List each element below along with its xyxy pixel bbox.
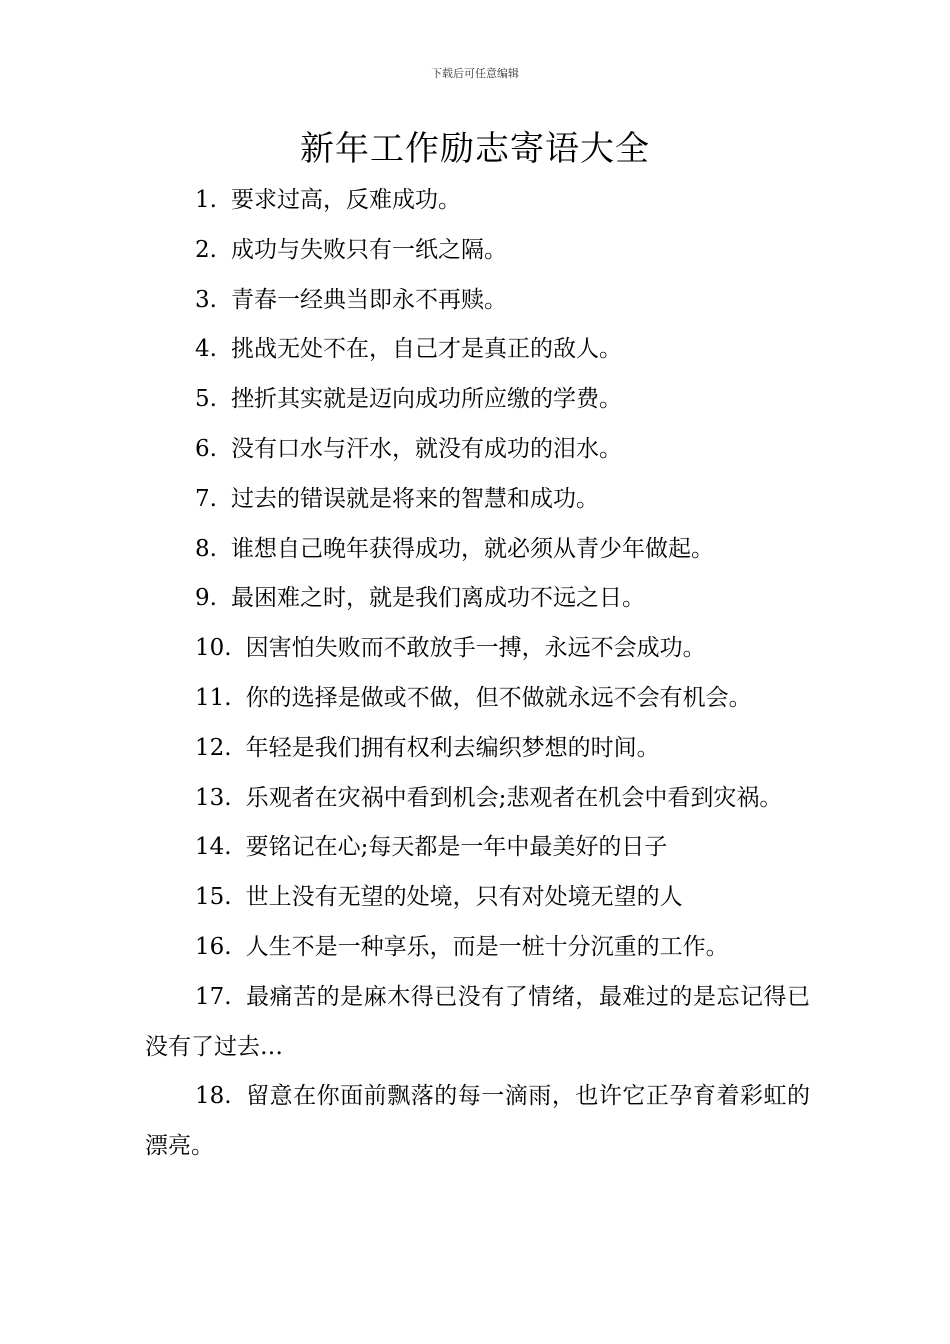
item-number: 3.: [195, 286, 217, 313]
item-number: 9.: [195, 585, 217, 612]
item-number: 7.: [195, 485, 217, 512]
list-item: [145, 425, 810, 475]
item-text: 要求过高，反难成功。: [230, 187, 461, 213]
item-text: 人生不是一种享乐，而是一桩十分沉重的工作。: [245, 933, 729, 960]
header-note: 下载后可任意编辑: [431, 67, 519, 80]
item-number: 1.: [195, 187, 217, 213]
list-item: [145, 276, 810, 326]
item-text: 没有口水与汗水，就没有成功的泪水。: [230, 435, 622, 462]
item-number: 6.: [195, 435, 217, 462]
item-text: 你的选择是做或不做，但不做就永远不会有机会。: [245, 684, 752, 711]
item-text: 挑战无处不在，自己才是真正的敌人。: [230, 336, 622, 363]
item-number: 2.: [195, 236, 217, 263]
item-text: 年轻是我们拥有权利去编织梦想的时间。: [245, 734, 660, 761]
item-text: 过去的错误就是将来的智慧和成功。: [230, 485, 599, 512]
item-text: 留意在你面前飘落的每一滴雨，也许它正孕育着彩虹的漂亮。: [145, 1083, 810, 1160]
list-item: [145, 624, 810, 674]
item-text: 青春一经典当即永不再赎。: [230, 286, 507, 313]
list-item: [145, 873, 810, 923]
list-item: [145, 525, 810, 575]
item-text: 要铭记在心;每天都是一年中最美好的日子: [245, 834, 668, 861]
item-text: 最痛苦的是麻木得已没有了情绪，最难过的是忘记得已没有了过去…: [145, 983, 810, 1060]
list-item: [145, 774, 810, 824]
item-number: 15.: [195, 884, 232, 911]
item-number: 16.: [195, 933, 232, 960]
item-text: 挫折其实就是迈向成功所应缴的学费。: [230, 386, 622, 413]
list-item: [145, 574, 810, 624]
item-number: 11.: [195, 684, 232, 711]
item-number: 5.: [195, 386, 217, 413]
item-number: 10.: [195, 635, 232, 662]
list-item: [145, 724, 810, 774]
item-number: 14.: [195, 834, 232, 861]
list-item: [145, 226, 810, 276]
item-text: 乐观者在灾祸中看到机会;悲观者在机会中看到灾祸。: [245, 784, 783, 811]
item-number: 18.: [195, 1083, 232, 1110]
list-item: [145, 823, 810, 873]
list-item: [145, 923, 810, 973]
quote-list: [145, 176, 810, 1172]
list-item: [145, 176, 810, 226]
item-text: 世上没有无望的处境，只有对处境无望的人: [245, 884, 683, 911]
document-title: 新年工作励志寄语大全: [300, 129, 650, 169]
item-number: 13.: [195, 784, 232, 811]
list-item: [145, 973, 810, 1073]
item-number: 12.: [195, 734, 232, 761]
item-text: 因害怕失败而不敢放手一搏，永远不会成功。: [245, 635, 706, 662]
item-text: 谁想自己晚年获得成功，就必须从青少年做起。: [230, 535, 714, 562]
item-text: 成功与失败只有一纸之隔。: [230, 236, 507, 263]
list-item: [145, 674, 810, 724]
list-item: [145, 375, 810, 425]
item-number: 8.: [195, 535, 217, 562]
list-item: [145, 325, 810, 375]
item-number: 17.: [195, 983, 232, 1010]
item-number: 4.: [195, 336, 217, 363]
item-text: 最困难之时，就是我们离成功不远之日。: [230, 585, 645, 612]
list-item: [145, 475, 810, 525]
list-item: [145, 1072, 810, 1172]
